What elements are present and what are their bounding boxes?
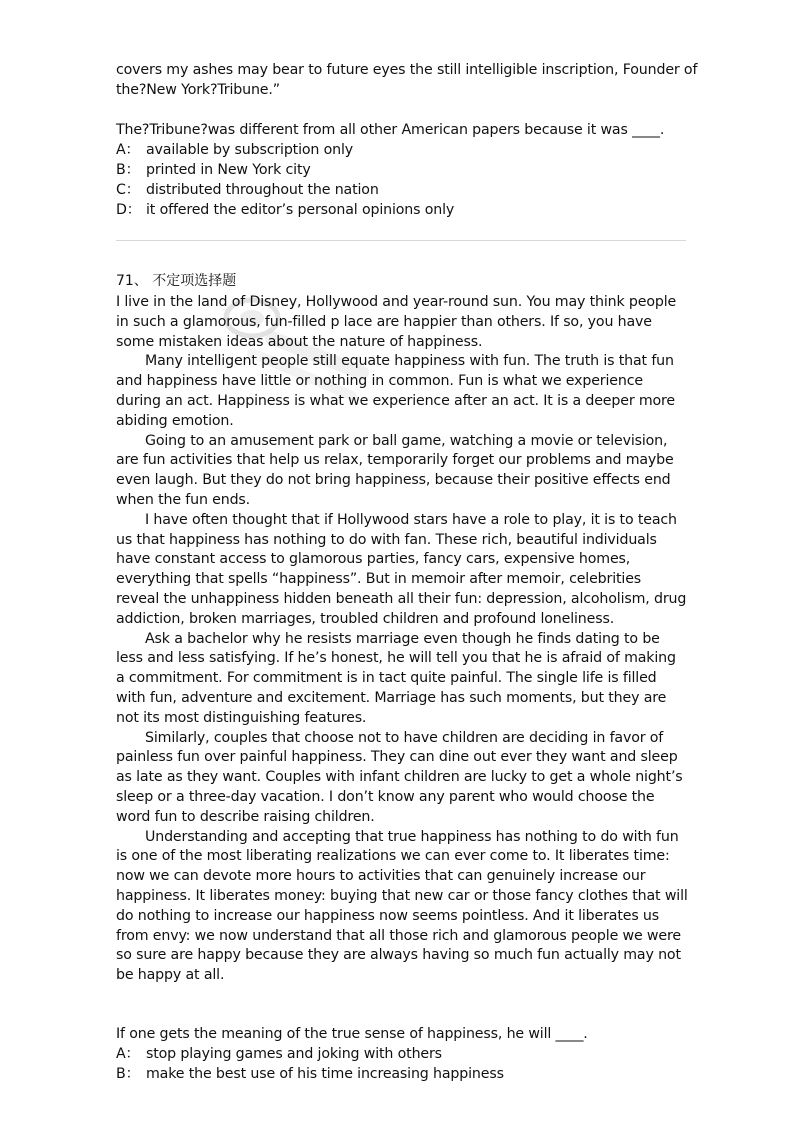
document-page [116, 60, 698, 1084]
option-a [116, 1044, 688, 1064]
passage-paragraph: Many intelligent people still equate happiness with fun. The truth is that fun and happiness have little or nothing in common. Fun is what we experience during an act. Happiness is what we experience after an act. It is a deeper more abiding emotion. [116, 353, 676, 429]
passage-paragraph: Understanding and accepting that true happiness has nothing to do with fun is one of the most liberating realizations we can ever come to. It liberates time: now we can devote more hours to activities that can genuinely increase our happiness. It liberates money: buying that new car or those fancy clothes that will do nothing to increase our happiness now seems pointless. And it liberates us from envy: we now understand that all those rich and glamorous people we were so sure are happy because they are always having so much fun actually may not be happy at all. [116, 828, 688, 984]
passage-paragraph: Similarly, couples that choose not to have children are deciding in favor of painless fun over painful happiness. They can dine out ever they want and sleep as late as they want. Couples with infant children are lucky to get a whole night’s sleep or a three-day vacation. I don’t know any parent who would choose the word fun to describe raising children. [116, 729, 683, 825]
option-a [116, 140, 688, 160]
question-stem: The?Tribune?was different from all other American papers because it was ____. [116, 122, 665, 138]
question-stem: If one gets the meaning of the true sense of happiness, he will ____. [116, 1025, 588, 1042]
option-letter: B： [116, 1065, 140, 1082]
option-letter: A： [116, 142, 140, 158]
passage-paragraph: I live in the land of Disney, Hollywood and year-round sun. You may think people in such a glamorous, fun-filled p lace are happier than others. If so, you have some mistaken ideas about the nature of happiness. [116, 294, 677, 350]
passage-paragraph: Going to an amusement park or ball game, watching a movie or television, are fun activities that help us relax, temporarily forget our problems and maybe even laugh. But they do not bring happiness, because their positive effects end when the fun ends. [116, 432, 674, 508]
question-number: 71、 不定项选择题 [116, 273, 237, 289]
option-letter: B： [116, 162, 140, 178]
option-text: it offered the editor’s personal opinions only [146, 202, 455, 218]
option-b [116, 160, 688, 180]
option-text: printed in New York city [146, 162, 311, 178]
passage-line: covers my ashes may bear to future eyes the still intelligible inscription, Founder of [116, 62, 698, 78]
option-c [116, 180, 688, 200]
option-text: distributed throughout the nation [146, 182, 379, 198]
option-letter: D： [116, 202, 141, 218]
option-text: make the best use of his time increasing happiness [146, 1065, 504, 1082]
option-text: available by subscription only [146, 142, 354, 158]
option-d [116, 200, 688, 220]
passage-line: the?New York?Tribune.” [116, 82, 280, 98]
option-b [116, 1064, 688, 1084]
passage-paragraph: Ask a bachelor why he resists marriage even though he finds dating to be less and less satisfying. If he’s honest, he will tell you that he is afraid of making a commitment. For commitment is in tact quite painful. The single life is filled with fun, adventure and excitement. Marriage has such moments, but they are not its most distinguishing features. [116, 630, 676, 726]
passage-paragraph: I have often thought that if Hollywood stars have a role to play, it is to teach us that happiness has nothing to do with fan. These rich, beautiful individuals have constant access to glamorous parties, fancy cars, expensive homes, everything that spells “happiness”. But in memoir after memoir, celebrities reveal the unhappiness hidden beneath all their fun: depression, alcoholism, drug addiction, broken marriages, troubled children and profound loneliness. [116, 511, 687, 627]
option-letter: A： [116, 1045, 140, 1062]
option-text: stop playing games and joking with others [146, 1045, 442, 1062]
option-letter: C： [116, 182, 140, 198]
reading-passage [116, 293, 688, 986]
section-divider [116, 240, 686, 241]
